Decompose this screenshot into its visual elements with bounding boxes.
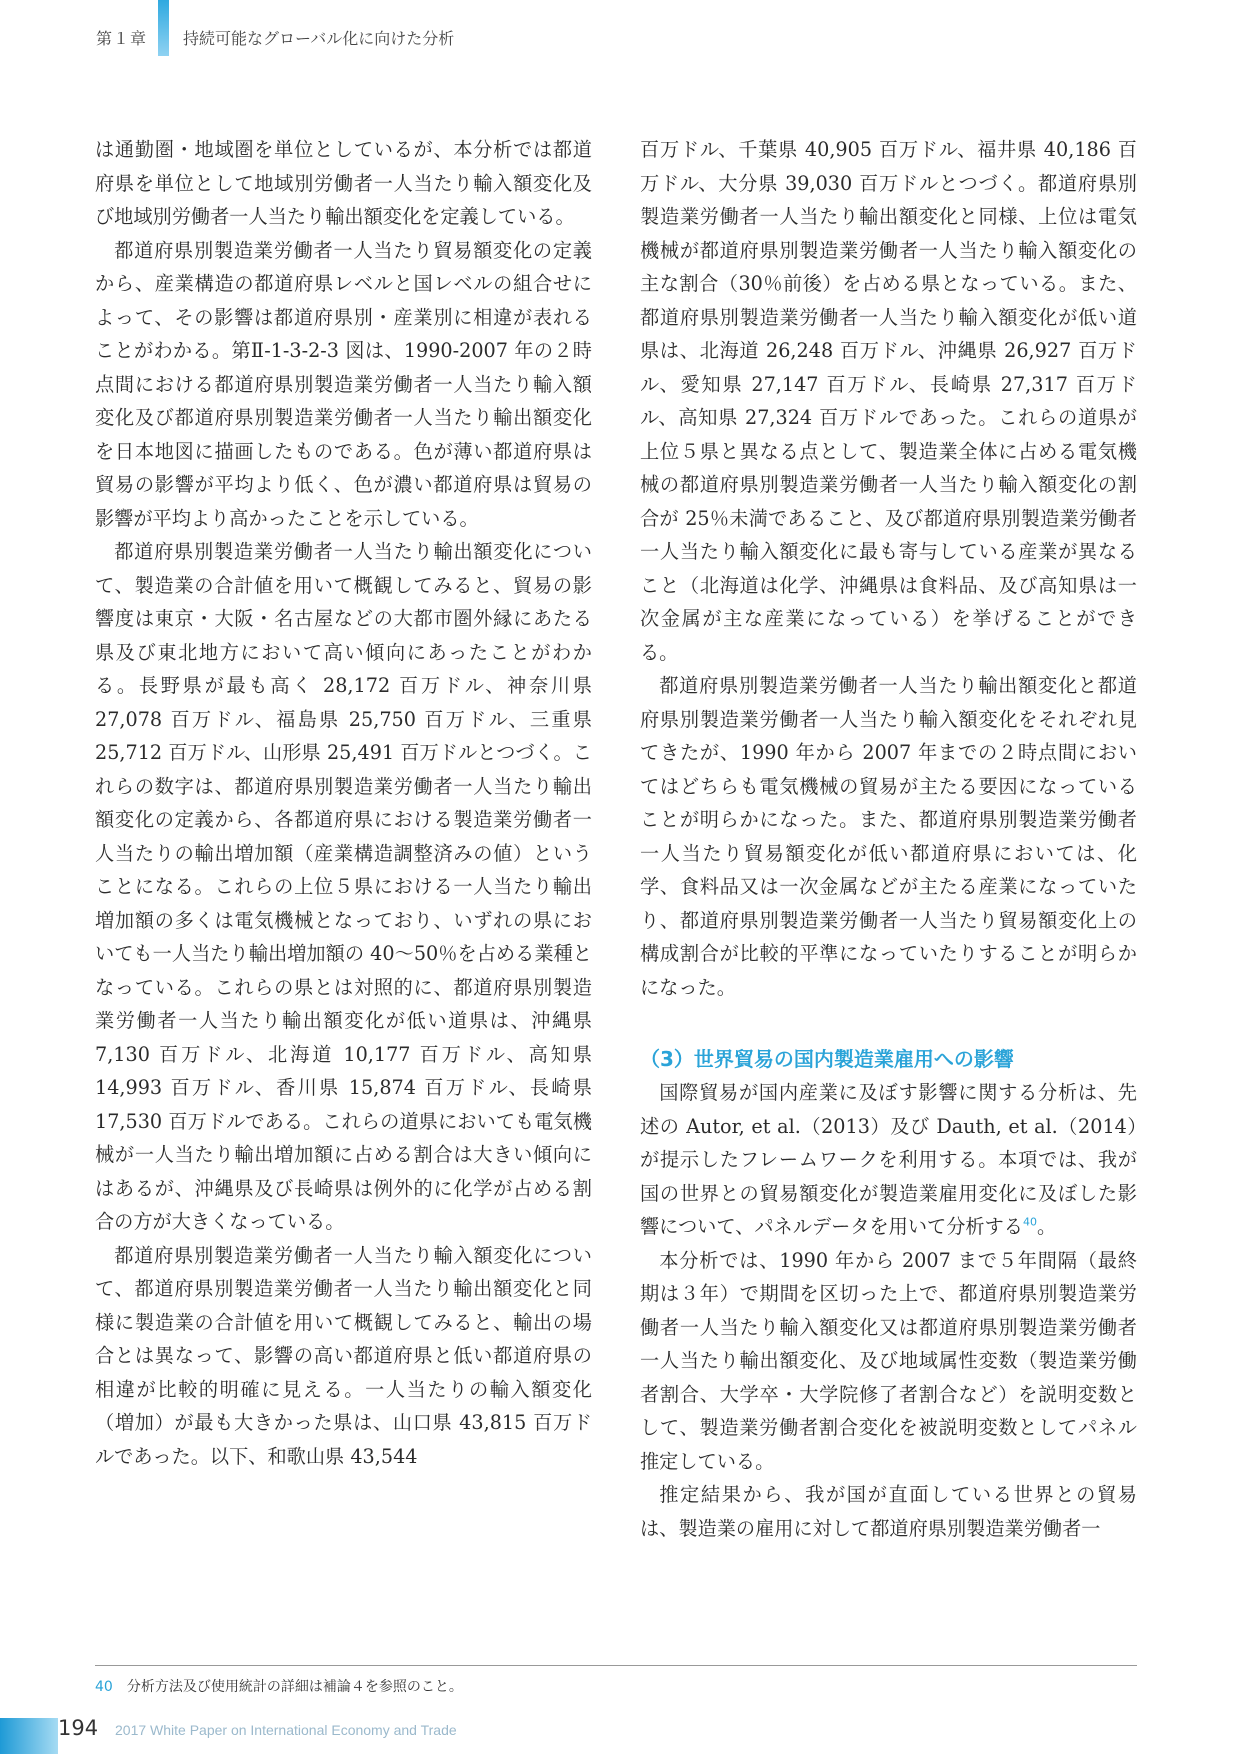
page-header bbox=[0, 0, 1241, 80]
paragraph: 百万ドル、千葉県 40,905 百万ドル、福井県 40,186 百万ドル、大分県 39,030 百万ドルとつづく。都道府県別製造業労働者一人当たり輸出額変化と同様、上位は電気機械が都道府県別製造業労働者一人当たり輸入額変化の主な割合（30％前後）を占める県となっている。また、都道府県別製造業労働者一人当たり輸入額変化が低い道県は、北海道 26,248 百万ドル、沖縄県 26,927 百万ドル、愛知県 27,147 百万ドル、長崎県 27,317 百万ドル、高知県 27,324 百万ドルであった。これらの道県が上位５県と異なる点として、製造業全体に占める電気機械の都道府県別製造業労働者一人当たり輸入額変化の割合が 25％未満であること、及び都道府県別製造業労働者一人当たり輸入額変化に最も寄与している産業が異なること（北海道は化学、沖縄県は食料品、及び高知県は一次金属が主な産業になっている）を挙げることができる。 bbox=[640, 138, 1137, 664]
page-number-accent-bar bbox=[0, 1718, 58, 1754]
section-heading: （3）世界貿易の国内製造業雇用への影響 bbox=[640, 1047, 1014, 1071]
paragraph: 都道府県別製造業労働者一人当たり輸出額変化について、製造業の合計値を用いて概観してみると、貿易の影響度は東京・大阪・名古屋などの大都市圏外縁にあたる県及び東北地方において高い傾向にあったことがわかる。長野県が最も高く 28,172 百万ドル、神奈川県 27,078 百万ドル、福島県 25,750 百万ドル、三重県 25,712 百万ドル、山形県 25,491 百万ドルとつづく。これらの数字は、都道府県別製造業労働者一人当たり輸出額変化の定義から、各都道府県における製造業労働者一人当たりの輸出増加額（産業構造調整済みの値）ということになる。これらの上位５県における一人当たり輸出増加額の多くは電気機械となっており、いずれの県においても一人当たり輸出増加額の 40～50％を占める業種となっている。これらの県とは対照的に、都道府県別製造業労働者一人当たり輸出額変化が低い道県は、沖縄県 7,130 百万ドル、北海道 10,177 百万ドル、高知県 14,993 百万ドル、香川県 15,874 百万ドル、長崎県 17,530 百万ドルである。これらの道県においても電気機械が一人当たり輸出増加額に占める割合は大きい傾向にはあるが、沖縄県及び長崎県は例外的に化学が占める割合の方が大きくなっている。 bbox=[95, 540, 592, 1233]
right-column bbox=[640, 133, 1137, 1545]
publication-title: 2017 White Paper on International Economy and Trade bbox=[115, 1722, 457, 1738]
header-accent-bar bbox=[158, 0, 169, 56]
paragraph: 推定結果から、我が国が直面している世界との貿易は、製造業の雇用に対して都道府県別製造業労働者一 bbox=[640, 1483, 1137, 1540]
chapter-label: 第１章 bbox=[96, 29, 148, 48]
footnote-divider bbox=[95, 1665, 1137, 1666]
paragraph-text: 国際貿易が国内産業に及ぼす影響に関する分析は、先述の Autor, et al.（2013）及び Dauth, et al.（2014）が提示したフレームワークを利用する。本項では、我が国の世界との貿易額変化が製造業雇用変化に及ぼした影響について、パネルデータを用いて分析する bbox=[640, 1081, 1137, 1238]
paragraph: 都道府県別製造業労働者一人当たり輸入額変化について、都道府県別製造業労働者一人当たり輸出額変化と同様に製造業の合計値を用いて概観してみると、輸出の場合とは異なって、影響の高い都道府県と低い都道府県の相違が比較的明確に見える。一人当たりの輸入額変化（増加）が最も大きかった県は、山口県 43,815 百万ドルであった。以下、和歌山県 43,544 bbox=[95, 1243, 592, 1468]
page-number: 194 bbox=[58, 1716, 99, 1740]
footnote-text: 分析方法及び使用統計の詳細は補論４を参照のこと。 bbox=[126, 1679, 463, 1695]
footnote-reference[interactable]: 40 bbox=[1022, 1215, 1037, 1229]
footnote bbox=[95, 1676, 463, 1696]
chapter-title: 持続可能なグローバル化に向けた分析 bbox=[183, 29, 455, 48]
footnote-number: 40 bbox=[95, 1679, 113, 1695]
paragraph bbox=[640, 1076, 1137, 1244]
paragraph: は通勤圏・地域圏を単位としているが、本分析では都道府県を単位として地域別労働者一人当たり輸入額変化及び地域別労働者一人当たり輸出額変化を定義している。 bbox=[95, 138, 592, 228]
left-column bbox=[95, 133, 592, 1473]
paragraph: 本分析では、1990 年から 2007 まで５年間隔（最終期は３年）で期間を区切った上で、都道府県別製造業労働者一人当たり輸入額変化又は都道府県別製造業労働者一人当たり輸出額変化、及び地域属性変数（製造業労働者割合、大学卒・大学院修了者割合など）を説明変数として、製造業労働者割合変化を被説明変数としてパネル推定している。 bbox=[640, 1248, 1137, 1473]
paragraph-end: 。 bbox=[1036, 1215, 1057, 1238]
paragraph: 都道府県別製造業労働者一人当たり貿易額変化の定義から、産業構造の都道府県レベルと国レベルの組合せによって、その影響は都道府県別・産業別に相違が表れることがわかる。第Ⅱ-1-3-2-3 図は、1990-2007 年の２時点間における都道府県別製造業労働者一人当たり輸入額変化及び都道府県別製造業労働者一人当たり輸出額変化を日本地図に描画したものである。色が薄い都道府県は貿易の影響が平均より低く、色が濃い都道府県は貿易の影響が平均より高かったことを示している。 bbox=[95, 238, 592, 530]
paragraph: 都道府県別製造業労働者一人当たり輸出額変化と都道府県別製造業労働者一人当たり輸入額変化をそれぞれ見てきたが、1990 年から 2007 年までの２時点間においてはどちらも電気機械の貿易が主たる要因になっていることが明らかになった。また、都道府県別製造業労働者一人当たり貿易額変化が低い都道府県においては、化学、食料品又は一次金属などが主たる産業になっていたり、都道府県別製造業労働者一人当たり貿易額変化上の構成割合が比較的平準になっていたりすることが明らかになった。 bbox=[640, 674, 1137, 999]
